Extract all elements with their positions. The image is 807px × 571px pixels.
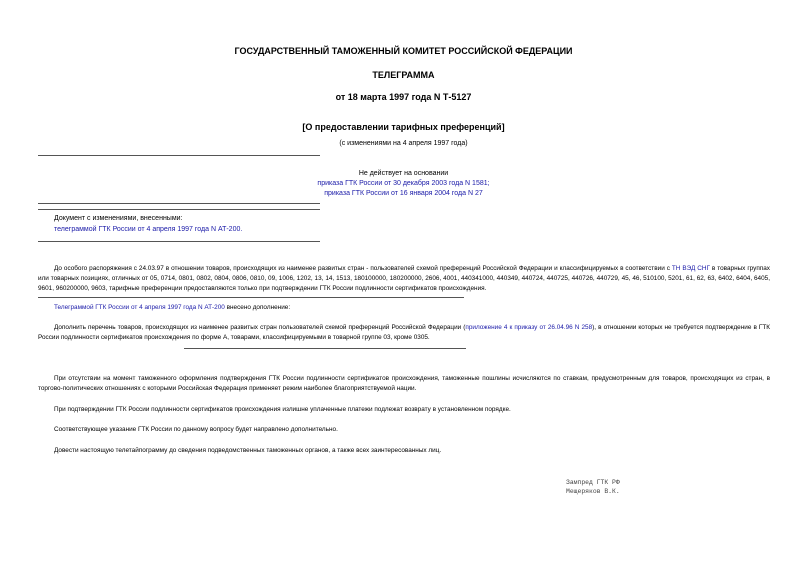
document-type: ТЕЛЕГРАММА bbox=[372, 70, 435, 80]
signature-name: Мещеряков В.К. bbox=[566, 488, 620, 495]
divider bbox=[184, 348, 466, 349]
status-label: Не действует на основании bbox=[358, 170, 449, 177]
paragraph-distribution: Довести настоящую телетайпограмму до сведения подведомственных таможенных органов, а также всех заинтересованных лиц. bbox=[54, 447, 442, 454]
paragraph-preferences: До особого распоряжения с 24.03.97 в отношении товаров, происходящих из наименее развитых стран - пользователей схемой преференций Российской Федерации и классифицируемых в соответствии с ТН ВЭД СНГ в товарных группах или товарных позициях, отличных от 05, 0714, 0801, 0802, 0804, 0806, 0810, 09, 1006, 1202, 13, 14, 1513, 180100000, 180200000, 2606, 4001, 440341000, 440349, 440724, 440725, 440726, 440729, 45, 46, 510100, 5201, 61, 62, 63, 6402, 6404, 6405, 9601, 960200000, 9603, тарифные преференции предоставляются только при подтверждении ГТК России подлинности сертификатов происхождения. bbox=[38, 265, 771, 292]
paragraph-supplement: Дополнить перечень товаров, происходящих из наименее развитых стран пользователей схемой преференций Российской Федерации (приложение 4 к приказу от 26.04.96 N 258), в отношении которых не требуется подтверждение в ГТК России подлинности сертификатов происхождения по форме А, товарами, классифицируемыми в товарной группе 03, кроме 0305. bbox=[38, 324, 770, 341]
paragraph-instruction: Соответствующее указание ГТК России по данному вопросу будет направлено дополнительно. bbox=[54, 426, 338, 433]
divider bbox=[38, 155, 320, 156]
document-date-number: от 18 марта 1997 года N Т-5127 bbox=[335, 92, 472, 102]
amendment-intro: Телеграммой ГТК России от 4 апреля 1997 года N АТ-200 внесено дополнение: bbox=[54, 304, 291, 311]
divider bbox=[38, 203, 320, 204]
tn-ved-link[interactable]: ТН ВЭД СНГ bbox=[671, 265, 710, 272]
paragraph-refund: При подтверждении ГТК России подлинности сертификатов происхождения излишне уплаченные платежи подлежат возврату в установленном порядке. bbox=[54, 406, 511, 413]
divider bbox=[38, 241, 320, 242]
signature-position: Зампред ГТК РФ bbox=[566, 479, 620, 486]
status-link-27[interactable]: приказа ГТК России от 16 января 2004 года N 27 bbox=[324, 190, 483, 197]
paragraph-no-confirmation: При отсутствии на момент таможенного оформления подтверждения ГТК России подлинности сертификатов происхождения, таможенные пошлины исчисляются по ставкам, предусмотренным для товаров, происходящих из стран, в торгово-политических отношениях с которыми Российская Федерация применяет режим наиболее благоприятствуемой нации. bbox=[38, 375, 770, 392]
status-link-1581[interactable]: приказа ГТК России от 30 декабря 2003 года N 1581; bbox=[317, 180, 490, 187]
amendments-label: Документ с изменениями, внесенными: bbox=[54, 215, 183, 222]
divider bbox=[38, 209, 320, 210]
divider bbox=[38, 297, 464, 298]
amendment-link[interactable]: Телеграммой ГТК России от 4 апреля 1997 года N АТ-200 bbox=[54, 304, 225, 311]
changes-note: (с изменениями на 4 апреля 1997 года) bbox=[339, 140, 468, 147]
issuing-authority: ГОСУДАРСТВЕННЫЙ ТАМОЖЕННЫЙ КОМИТЕТ РОССИЙСКОЙ ФЕДЕРАЦИИ bbox=[234, 46, 573, 56]
appendix-link[interactable]: приложение 4 к приказу от 26.04.96 N 258 bbox=[465, 324, 593, 331]
amendments-link[interactable]: телеграммой ГТК России от 4 апреля 1997 года N АТ-200. bbox=[54, 226, 243, 233]
document-title: [О предоставлении тарифных преференций] bbox=[302, 122, 505, 132]
